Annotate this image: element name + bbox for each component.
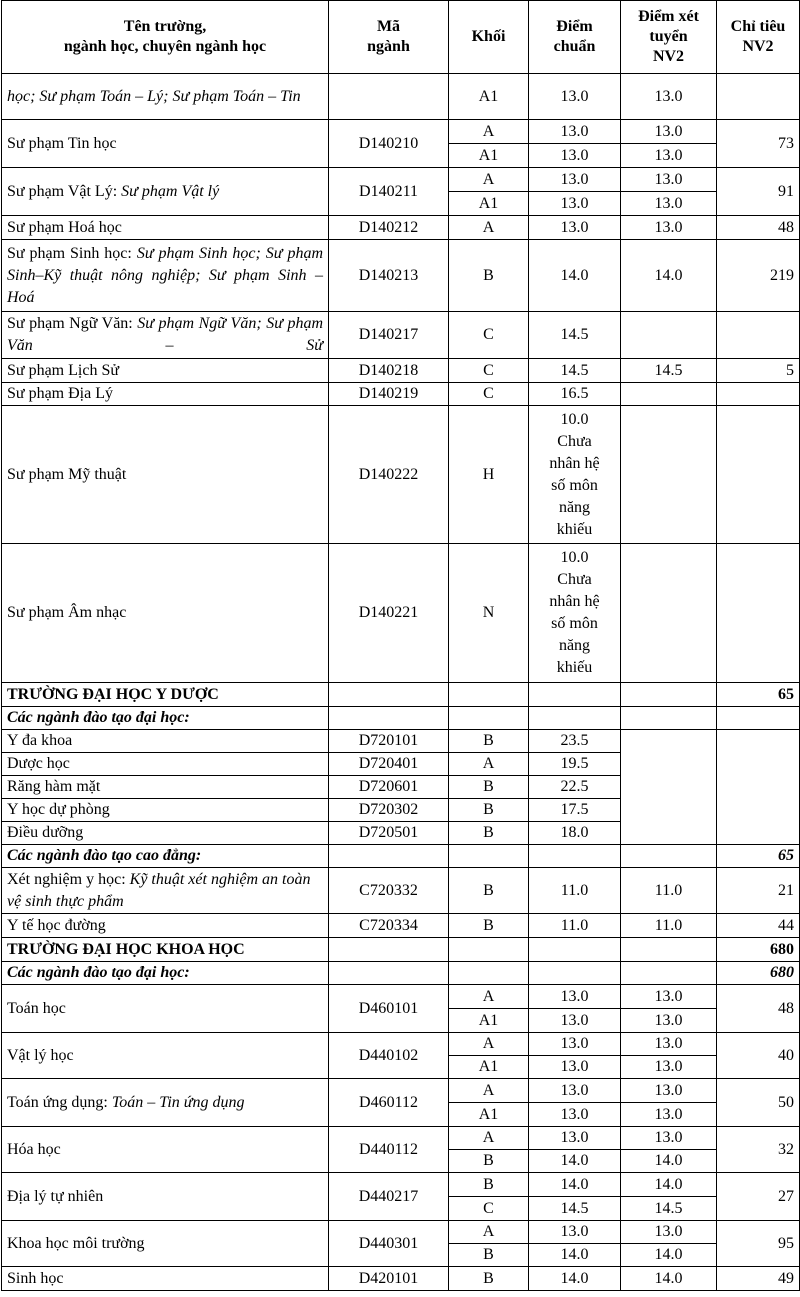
empty-cell xyxy=(529,962,621,985)
major-code: D440301 xyxy=(329,1221,449,1267)
table-row xyxy=(2,1221,800,1244)
nv2-quota: 27 xyxy=(717,1173,800,1221)
score: 17.5 xyxy=(529,799,621,822)
block: C xyxy=(449,312,529,359)
major-label: Sư phạm Vật Lý: xyxy=(7,182,118,200)
empty-cell xyxy=(329,683,449,707)
nv2-score: 14.0 xyxy=(621,1267,717,1291)
header-score: Điểm chuẩn xyxy=(529,1,621,74)
major-name: Toán học xyxy=(2,985,329,1033)
table-row xyxy=(2,1079,800,1103)
score: 14.0 xyxy=(529,240,621,312)
program-level: Các ngành đào tạo đại học: xyxy=(2,707,329,730)
major-label: Sư phạm Sinh học: xyxy=(7,244,132,262)
block: H xyxy=(449,406,529,544)
nv2-score: 14.5 xyxy=(621,1197,717,1221)
major-label: Sư phạm Ngữ Văn: xyxy=(7,315,133,332)
block: N xyxy=(449,544,529,683)
block: A1 xyxy=(449,1009,529,1033)
major-label: Xét nghiệm y học: xyxy=(7,870,126,888)
block: A1 xyxy=(449,1103,529,1127)
empty-cell xyxy=(449,962,529,985)
major-code xyxy=(329,74,449,120)
nv2-score: 14.0 xyxy=(621,1173,717,1197)
nv2-score xyxy=(621,383,717,406)
major-name: Y học dự phòng xyxy=(2,799,329,822)
nv2-score: 14.5 xyxy=(621,359,717,383)
nv2-score: 13.0 xyxy=(621,985,717,1009)
nv2-quota xyxy=(717,74,800,120)
table-row xyxy=(2,312,800,359)
major-name xyxy=(2,868,329,914)
nv2-score: 13.0 xyxy=(621,74,717,120)
major-name xyxy=(2,240,329,312)
nv2-quota xyxy=(717,312,800,359)
major-code: C720332 xyxy=(329,868,449,914)
nv2-quota: 65 xyxy=(717,845,800,868)
score: 10.0 Chưa nhân hệ số môn năng khiếu xyxy=(529,544,621,683)
nv2-quota: 73 xyxy=(717,120,800,168)
block: B xyxy=(449,730,529,753)
major-name: Sư phạm Địa Lý xyxy=(2,383,329,406)
major-name: Sư phạm Hoá học xyxy=(2,216,329,240)
nv2-quota: 32 xyxy=(717,1127,800,1173)
block: B xyxy=(449,1267,529,1291)
block: B xyxy=(449,1173,529,1197)
empty-cell xyxy=(621,845,717,868)
major-name xyxy=(2,168,329,216)
score: 13.0 xyxy=(529,1127,621,1150)
nv2-score xyxy=(621,544,717,683)
block: B xyxy=(449,1150,529,1173)
empty-cell xyxy=(329,845,449,868)
major-name xyxy=(2,1079,329,1127)
major-code: D440217 xyxy=(329,1173,449,1221)
table-row xyxy=(2,359,800,383)
major-specialization: Toán – Tin ứng dụng xyxy=(111,1093,245,1111)
empty-cell xyxy=(329,938,449,962)
major-name: Sư phạm Âm nhạc xyxy=(2,544,329,683)
block: A1 xyxy=(449,1056,529,1079)
nv2-quota xyxy=(717,544,800,683)
header-name: Tên trường, ngành học, chuyên ngành học xyxy=(2,1,329,74)
score: 14.0 xyxy=(529,1150,621,1173)
nv2-quota xyxy=(717,730,800,845)
nv2-quota: 95 xyxy=(717,1221,800,1267)
major-code: D440102 xyxy=(329,1033,449,1079)
nv2-score xyxy=(621,312,717,359)
nv2-score: 14.0 xyxy=(621,1150,717,1173)
major-name: Dược học xyxy=(2,753,329,776)
block: A xyxy=(449,1033,529,1056)
score: 13.0 xyxy=(529,1103,621,1127)
nv2-quota: 50 xyxy=(717,1079,800,1127)
empty-cell xyxy=(449,845,529,868)
score: 13.0 xyxy=(529,74,621,120)
major-code: D140221 xyxy=(329,544,449,683)
score: 13.0 xyxy=(529,1033,621,1056)
major-code: D140213 xyxy=(329,240,449,312)
table-row xyxy=(2,1033,800,1056)
major-specialization: Sư phạm Vật lý xyxy=(121,182,220,200)
empty-cell xyxy=(329,707,449,730)
major-code: D440112 xyxy=(329,1127,449,1173)
major-code: D720302 xyxy=(329,799,449,822)
table-row xyxy=(2,240,800,312)
program-level: Các ngành đào tạo đại học: xyxy=(2,962,329,985)
score: 14.5 xyxy=(529,1197,621,1221)
nv2-score: 13.0 xyxy=(621,1009,717,1033)
score: 13.0 xyxy=(529,1009,621,1033)
school-title: TRƯỜNG ĐẠI HỌC KHOA HỌC xyxy=(2,938,329,962)
nv2-quota: 219 xyxy=(717,240,800,312)
nv2-quota: 91 xyxy=(717,168,800,216)
score: 13.0 xyxy=(529,192,621,216)
score: 10.0 Chưa nhân hệ số môn năng khiếu xyxy=(529,406,621,544)
empty-cell xyxy=(621,683,717,707)
major-name: Răng hàm mặt xyxy=(2,776,329,799)
header-code: Mã ngành xyxy=(329,1,449,74)
score: 13.0 xyxy=(529,168,621,192)
major-code: D140218 xyxy=(329,359,449,383)
nv2-score xyxy=(621,406,717,544)
empty-cell xyxy=(717,707,800,730)
score: 14.0 xyxy=(529,1244,621,1267)
major-code: D460101 xyxy=(329,985,449,1033)
score: 18.0 xyxy=(529,822,621,845)
score: 13.0 xyxy=(529,985,621,1009)
nv2-score: 13.0 xyxy=(621,216,717,240)
major-name: Địa lý tự nhiên xyxy=(2,1173,329,1221)
score: 13.0 xyxy=(529,120,621,144)
empty-cell xyxy=(529,938,621,962)
nv2-score: 13.0 xyxy=(621,1221,717,1244)
major-label: Toán ứng dụng: xyxy=(7,1093,108,1111)
block: C xyxy=(449,383,529,406)
block: A1 xyxy=(449,74,529,120)
score: 14.5 xyxy=(529,312,621,359)
block: B xyxy=(449,1244,529,1267)
block: A xyxy=(449,753,529,776)
nv2-score: 14.0 xyxy=(621,1244,717,1267)
score: 13.0 xyxy=(529,216,621,240)
block: A xyxy=(449,168,529,192)
block: C xyxy=(449,1197,529,1221)
score: 14.0 xyxy=(529,1173,621,1197)
block: A xyxy=(449,985,529,1009)
empty-cell xyxy=(449,707,529,730)
major-code: D140222 xyxy=(329,406,449,544)
block: B xyxy=(449,776,529,799)
nv2-quota: 5 xyxy=(717,359,800,383)
major-name: Y đa khoa xyxy=(2,730,329,753)
nv2-score: 13.0 xyxy=(621,168,717,192)
score: 11.0 xyxy=(529,868,621,914)
block: A xyxy=(449,216,529,240)
score: 13.0 xyxy=(529,1221,621,1244)
table-row xyxy=(2,74,800,120)
section-row xyxy=(2,938,800,962)
admission-table xyxy=(1,0,800,1291)
block: B xyxy=(449,799,529,822)
block: A xyxy=(449,1221,529,1244)
major-name: Sư phạm Mỹ thuật xyxy=(2,406,329,544)
block: B xyxy=(449,914,529,938)
score: 14.0 xyxy=(529,1267,621,1291)
nv2-score: 13.0 xyxy=(621,1079,717,1103)
block: B xyxy=(449,868,529,914)
block: B xyxy=(449,822,529,845)
school-title: TRƯỜNG ĐẠI HỌC Y DƯỢC xyxy=(2,683,329,707)
table-row xyxy=(2,1173,800,1197)
header-nv2-score: Điểm xét tuyển NV2 xyxy=(621,1,717,74)
nv2-score: 13.0 xyxy=(621,1127,717,1150)
nv2-quota: 40 xyxy=(717,1033,800,1079)
nv2-quota xyxy=(717,406,800,544)
empty-cell xyxy=(529,707,621,730)
table-row xyxy=(2,868,800,914)
major-name: học; Sư phạm Toán – Lý; Sư phạm Toán – Tin xyxy=(2,74,329,120)
nv2-quota: 48 xyxy=(717,216,800,240)
major-name: Sư phạm Tin học xyxy=(2,120,329,168)
score: 22.5 xyxy=(529,776,621,799)
nv2-score: 13.0 xyxy=(621,1056,717,1079)
nv2-quota: 48 xyxy=(717,985,800,1033)
nv2-score: 11.0 xyxy=(621,868,717,914)
nv2-score: 14.0 xyxy=(621,240,717,312)
score: 19.5 xyxy=(529,753,621,776)
major-name: Sư phạm Lịch Sử xyxy=(2,359,329,383)
nv2-quota: 49 xyxy=(717,1267,800,1291)
table-row xyxy=(2,730,800,753)
nv2-score: 13.0 xyxy=(621,1033,717,1056)
block: A1 xyxy=(449,192,529,216)
major-code: D720601 xyxy=(329,776,449,799)
table-row xyxy=(2,1267,800,1291)
section-row xyxy=(2,683,800,707)
block: A xyxy=(449,120,529,144)
block: A xyxy=(449,1127,529,1150)
major-name: Hóa học xyxy=(2,1127,329,1173)
empty-cell xyxy=(449,938,529,962)
major-code: D420101 xyxy=(329,1267,449,1291)
major-name xyxy=(2,312,329,359)
major-code: D460112 xyxy=(329,1079,449,1127)
table-row xyxy=(2,985,800,1009)
empty-cell xyxy=(529,683,621,707)
major-specialization: Kỹ thuật xét nghiệm an toàn vệ sinh thực phẩm xyxy=(7,870,311,910)
empty-cell xyxy=(621,962,717,985)
block: C xyxy=(449,359,529,383)
nv2-score: 13.0 xyxy=(621,1103,717,1127)
subsection-row xyxy=(2,707,800,730)
major-name: Sinh học xyxy=(2,1267,329,1291)
header-block: Khối xyxy=(449,1,529,74)
empty-cell xyxy=(621,938,717,962)
subsection-row xyxy=(2,845,800,868)
major-code: D140217 xyxy=(329,312,449,359)
program-level: Các ngành đào tạo cao đẳng: xyxy=(2,845,329,868)
table-row xyxy=(2,1127,800,1150)
table-row xyxy=(2,120,800,144)
block: A xyxy=(449,1079,529,1103)
empty-cell xyxy=(529,845,621,868)
nv2-quota: 680 xyxy=(717,962,800,985)
major-name: Khoa học môi trường xyxy=(2,1221,329,1267)
header-nv2-quota: Chỉ tiêu NV2 xyxy=(717,1,800,74)
nv2-quota: 680 xyxy=(717,938,800,962)
score: 23.5 xyxy=(529,730,621,753)
nv2-score: 11.0 xyxy=(621,914,717,938)
major-name: Điều dưỡng xyxy=(2,822,329,845)
table-row xyxy=(2,914,800,938)
score: 13.0 xyxy=(529,1056,621,1079)
major-code: D140219 xyxy=(329,383,449,406)
nv2-score xyxy=(621,730,717,845)
major-code: D720101 xyxy=(329,730,449,753)
empty-cell xyxy=(449,683,529,707)
nv2-quota: 65 xyxy=(717,683,800,707)
header-row xyxy=(2,1,800,74)
score: 11.0 xyxy=(529,914,621,938)
table-row xyxy=(2,406,800,544)
empty-cell xyxy=(621,707,717,730)
block: A1 xyxy=(449,144,529,168)
empty-cell xyxy=(329,962,449,985)
nv2-score: 13.0 xyxy=(621,192,717,216)
nv2-quota: 21 xyxy=(717,868,800,914)
score: 16.5 xyxy=(529,383,621,406)
major-code: D140212 xyxy=(329,216,449,240)
table-row xyxy=(2,383,800,406)
major-name: Y tế học đường xyxy=(2,914,329,938)
block: B xyxy=(449,240,529,312)
major-code: D140211 xyxy=(329,168,449,216)
score: 13.0 xyxy=(529,144,621,168)
score: 14.5 xyxy=(529,359,621,383)
major-code: D140210 xyxy=(329,120,449,168)
nv2-score: 13.0 xyxy=(621,120,717,144)
score: 13.0 xyxy=(529,1079,621,1103)
major-name: Vật lý học xyxy=(2,1033,329,1079)
nv2-score: 13.0 xyxy=(621,144,717,168)
nv2-quota xyxy=(717,383,800,406)
nv2-quota: 44 xyxy=(717,914,800,938)
major-specialization: Sư phạm Sinh học; Sư phạm Sinh–Kỹ thuật nông nghiệp; Sư phạm Sinh – Hoá xyxy=(7,244,323,306)
subsection-row xyxy=(2,962,800,985)
major-code: D720401 xyxy=(329,753,449,776)
major-specialization: Sư phạm Ngữ Văn; Sư phạm Văn – Sử xyxy=(7,315,323,354)
major-code: D720501 xyxy=(329,822,449,845)
table-row xyxy=(2,216,800,240)
table-row xyxy=(2,544,800,683)
table-row xyxy=(2,168,800,192)
major-code: C720334 xyxy=(329,914,449,938)
